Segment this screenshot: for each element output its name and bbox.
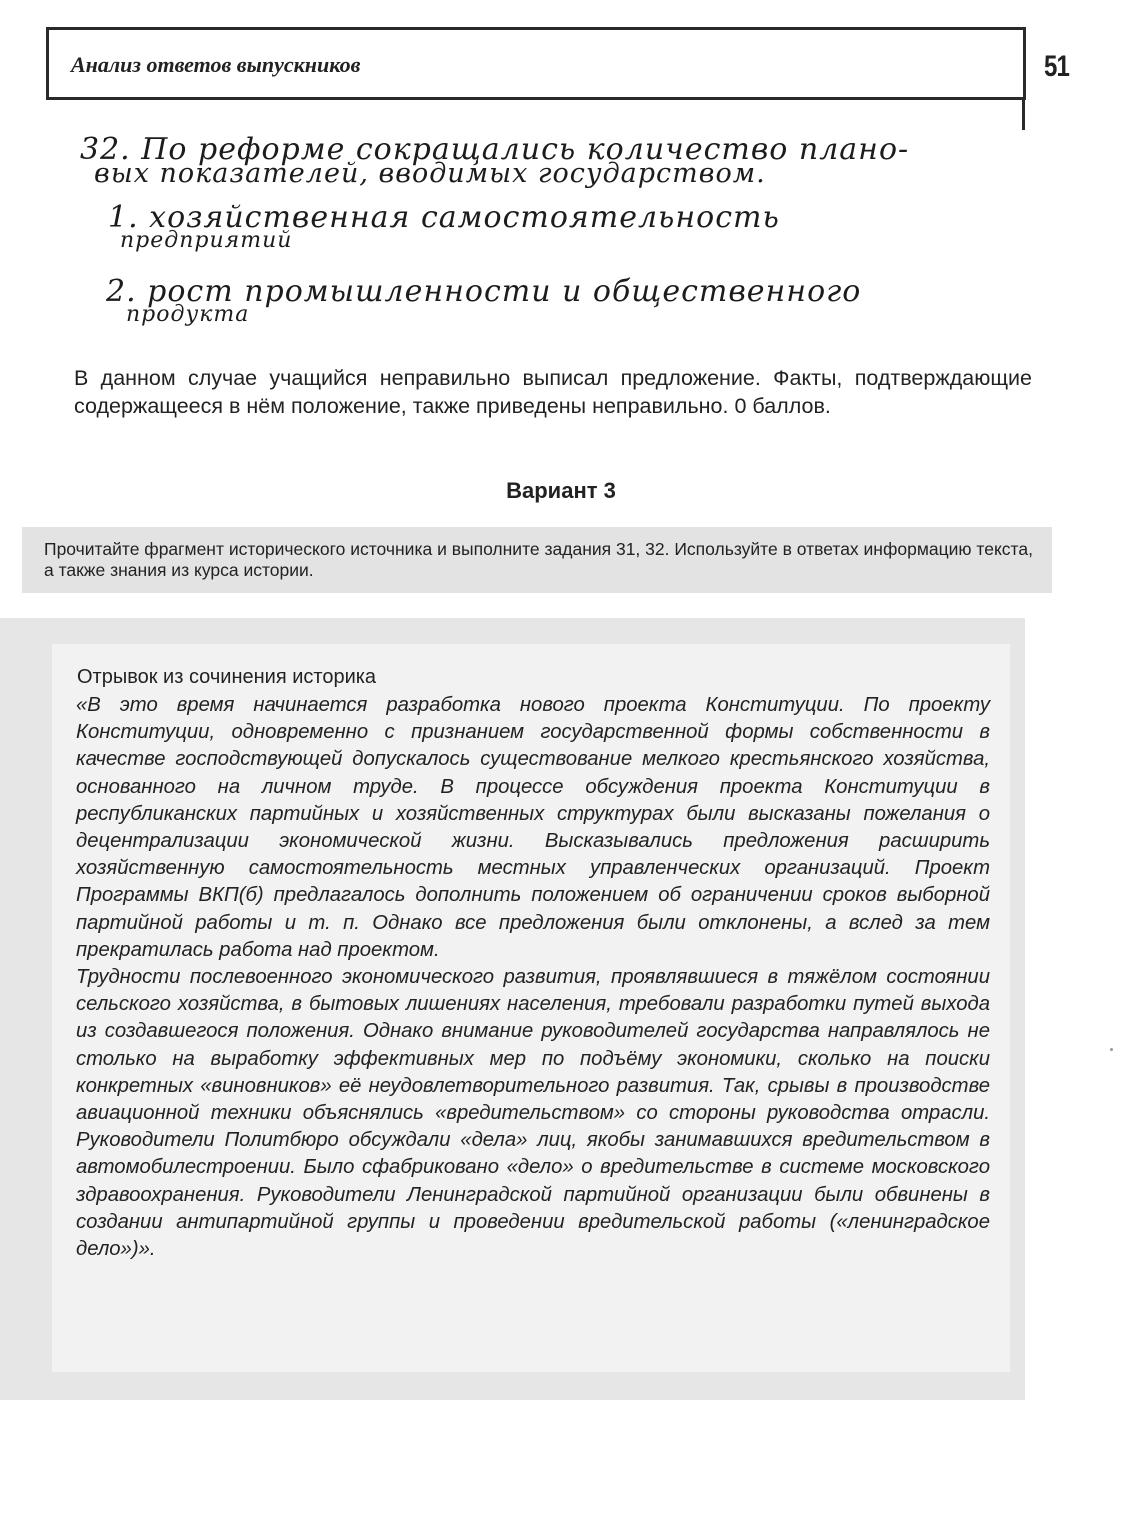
scan-speck (1110, 1048, 1113, 1051)
handwritten-answer (80, 128, 920, 338)
source-paragraph-1: «В это время начинается разработка нового проекта Конституции. По проекту Конституции, одновременно с признанием государственной формы собственности в качестве господствующей допускалось существование мелкого крестьянского хозяйства, основанного на личном труде. В процессе обсуждения проекта Конституции в республиканских партийных и хозяйственных структурах были высказаны пожелания о децентрализации экономической жизни. Высказывались предложения расширить хозяйственную самостоятельность местных управленческих организаций. Проект Программы ВКП(б) предлагалось дополнить положением об ограничении сроков выборной партийной работы и т. п. Однако все предложения были отклонены, а вслед за тем прекратилась работа над проектом. (76, 694, 990, 961)
source-paragraph-2: Трудности послевоенного экономического развития, проявлявшиеся в тяжёлом состоянии сельского хозяйства, в бытовых лишениях населения, требовали разработки путей выхода из создавшегося положения. Однако внимание руководителей государства направлялось не столько на выработку эффективных мер по подъёму экономики, сколько на поиски конкретных «виновников» её неудовлетворительного развития. Так, срывы в производстве авиационной техники объяснялись «вредительством» со стороны руководства отрасли. Руководители Политбюро обсуждали «дела» лиц, якобы занимавшихся вредительством в автомобилестроении. Было сфабриковано «дело» о вредительстве в системе московского здравоохранения. Руководители Ленинградской партийной организации были обвинены в создании антипартийной группы и проведении вредительской работы («ленинградское дело»)». (76, 966, 990, 1261)
header-box (46, 27, 1026, 100)
handwritten-line-3: 1. хозяйственная самостоятельность (108, 200, 780, 235)
instruction-text: Прочитайте фрагмент исторического источника и выполните задания 31, 32. Используйте в ответах информацию текста, а также знания из курса истории. (44, 539, 1033, 580)
variant-heading: Вариант 3 (506, 478, 616, 503)
handwritten-line-4: предприятий (120, 228, 293, 253)
handwritten-line-2: вых показателей, вводимых государством. (94, 158, 766, 189)
examiner-comment: В данном случае учащийся неправильно выписал предложение. Факты, подтверждающие содержащееся в нём положение, также приведены неправильно. 0 баллов. (74, 366, 1032, 418)
source-text (76, 692, 990, 1263)
header-rule-tick (1022, 98, 1025, 130)
handwritten-line-5: 2. рост промышленности и общественного (106, 274, 862, 309)
source-heading: Отрывок из сочинения историка (77, 666, 377, 688)
source-frame (0, 618, 1025, 1400)
source-panel (52, 644, 1010, 1372)
running-header-title: Анализ ответов выпускников (71, 52, 361, 77)
handwritten-line-1: 32. По реформе сокращались количество плано- (80, 132, 910, 167)
page-number: 51 (1044, 50, 1070, 83)
handwritten-line-6: продукта (126, 302, 250, 327)
instruction-band (22, 527, 1052, 593)
